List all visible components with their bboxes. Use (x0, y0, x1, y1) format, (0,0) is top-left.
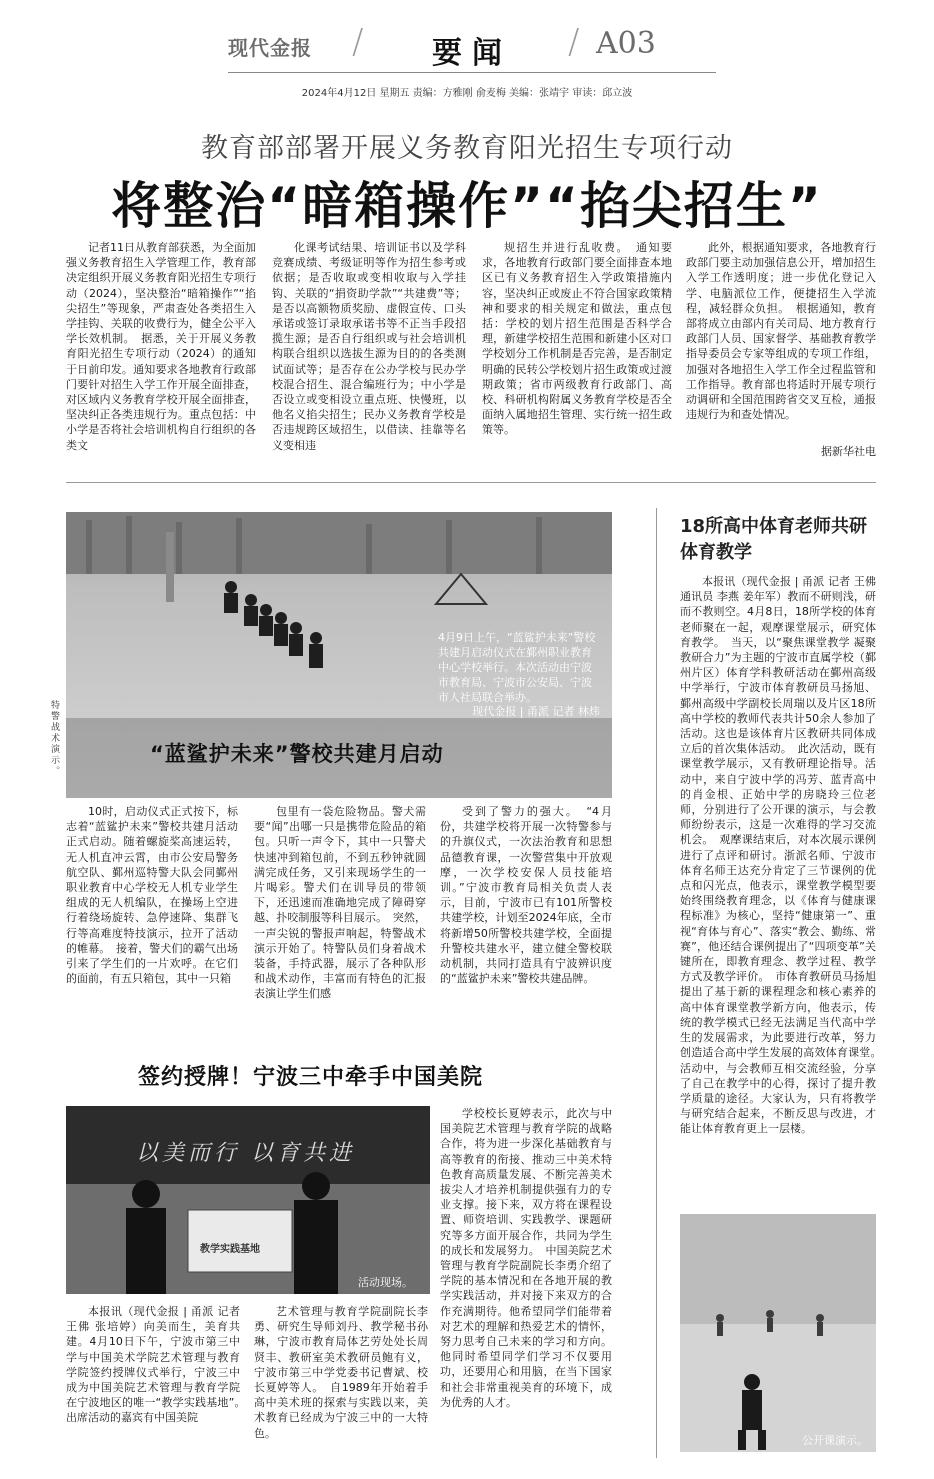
lead-col3-text: 规招生并进行乱收费。 通知要求，各地教育行政部门要全面排查本地区已有义务教育招生入学政策措施内容，坚决纠正或废止不符合国家政策精神和要求的相关规定和做法，重点包括：学校的划片招生范围是否科学合理，新建学校招生范围和新建小区对口学校划分工作机制是否完善，是否制定明确的民转公学校划片招生政策或过渡期政策；省市两级教育行政部门、高校、科研机构附属义务教育学校是否全面纳入属地招生管理、实行统一招生政策等。 (482, 241, 672, 437)
police-side-note: 特警战术演示。 (49, 700, 59, 777)
sidebar-divider (656, 508, 657, 1458)
lead-col1-text: 记者11日从教育部获悉，为全面加强义务教育招生入学管理工作，教育部决定组织开展义务教育阳光招生专项行动（2024），坚决整治“暗箱操作”“掐尖招生”等现象，严肃查处各类招生入学挂钩、关联的收费行为，健全公平入学长效机制。 据悉，关于开展义务教育阳光招生专项行动（2024）的通知于日前印发。通知要求各地教育行政部门要针对招生入学工作开展全面排查，对区域内义务教育学校开展全面排查，坚决纠正各类违规行为。重点包括：中小学是否将社会培训机构自行组织的各类文 (66, 241, 256, 452)
masthead-divider: / (568, 22, 580, 62)
sports-photo-image (680, 1214, 876, 1452)
arts-col3-text: 学校校长夏婷表示，此次与中国美院艺术管理与教育学院的战略合作，将为进一步深化基础教育与高等教育的衔接、推动三中美术特色教育高质量发展、不断完善美术拔尖人才培养机制提供强有力的专业支撑。接下来，双方将在课程设置、师资培训、实践教学、课题研究等多方面开展合作，共同为学生的成长和发展努力。 中国美院艺术管理与教育学院副院长李勇介绍了学院的基本情况和在各地开展的教学实践活动，并对接下来双方的合作充满期待。他希望同学们能带着对艺术的理解和热爱艺术的情怀，努力思考自己未来的学习和方向。他同时希望同学们学习不仅要用功，还要用心和用脑，在当下国家和社会非常重视美育的环境下，成为优秀的人才。 (440, 1107, 612, 1409)
police-col3-text: 受到了警力的强大。 “4月份，共建学校将开展一次特警参与的升旗仪式，一次法治教育和思想品德教育课，一次警营集中开放观摩，一次学校安保人员技能培训。”宁波市教育局相关负责人表示，目前，宁波市已有101所警校共建学校，计划至2024年底，全市将新增50所警校共建学校，全面提升警校共建水平，建立健全警校联动机制，共同打造具有宁波辨识度的“蓝鲨护未来”警校共建品牌。 (440, 805, 612, 986)
arts-photo-image (66, 1106, 430, 1294)
page-number: A03 (596, 26, 656, 61)
police-column-2 (254, 804, 426, 1010)
police-col2-text: 包里有一袋危险物品。警犬需要“闻”出哪一只是携带危险品的箱包。只听一声令下，其中一只警犬快速冲到箱包前，不到五秒钟就圆满完成任务，又引来现场学生的一片喝彩。警犬们在训导员的带领下，还迅速而准确地完成了障碍穿越、扑咬制服等科目展示。 突然，一声尖锐的警报声响起，特警战术演示开始了。特警队员们身着战术装备，手持武器，展示了各种队形和战术动作，丰富而有特色的汇报表演让学生们感 (254, 805, 426, 1001)
lead-column-1 (66, 240, 256, 460)
sports-story-body (680, 574, 887, 1204)
arts-banner-text: 以美而行 以育共进 (136, 1141, 355, 1166)
lead-col4-text: 此外，根据通知要求，各地教育行政部门要主动加强信息公开，增加招生入学工作透明度；进一步优化登记入学、电脑派位工作，便捷招生入学流程，减轻群众负担。 根据通知，教育部将成立由部内有关司局、地方教育行政部门人员、国家督学、基础教育教学指导委员会专家等组成的专项工作组，加强对各地招生入学工作全过程监管和工作指导。教育部也将适时开展专项行动调研和全国范围跨省交叉互检，通报违规行为和查处情况。 (686, 241, 876, 422)
police-story-title: “蓝鲨护未来”警校共建月启动 (150, 742, 444, 766)
lead-headline: 将整治“暗箱操作”“掐尖招生” (111, 177, 823, 235)
police-photo (66, 512, 612, 798)
lead-column-2 (272, 240, 466, 460)
lead-signature: 据新华社电 (821, 445, 876, 458)
arts-col2-text: 艺术管理与教育学院副院长李勇、研究生导师刘丹、教学秘书孙琳，宁波市教育局体艺劳处处长周贤丰、教研室美术教研员鲍有义，宁波市第三中学党委书记曹斌、校长夏婷等人。 自1989年开始着手高中美术班的探索与实践以来，美术教育已经成为宁波三中的一大特色。 (254, 1305, 428, 1440)
police-photo-caption: 4月9日上午，“蓝鲨护未来”警校共建月启动仪式在鄞州职业教育中心学校举行。本次活动由宁波市教育局、宁波市公安局、宁波市人社局联合举办。 (438, 631, 596, 704)
masthead-divider: / (352, 22, 364, 62)
section-name: 要闻 (432, 36, 512, 71)
arts-photo (66, 1106, 430, 1294)
arts-story-title: 签约授牌！宁波三中牵手中国美院 (138, 1065, 484, 1090)
lead-kicker: 教育部部署开展义务教育阳光招生专项行动 (201, 133, 733, 164)
lead-col2-text: 化课考试结果、培训证书以及学科竞赛成绩、考级证明等作为招生参考或依据；是否收取或变相收取与入学挂钩、关联的“捐资助学款”“共建费”等；是否以高额物质奖励、虚假宣传、口头承诺或签订录取承诺书等不正当手段招揽生源；是否自行组织或与社会培训机构联合组织以选拔生源为目的的各类测试面试等；是否存在公办学校与民办学校混合招生、混合编班行为；中小学是否设立或变相设立重点班、快慢班，以他名义掐尖招生；民办义务教育学校是否违规跨区域招生，以借读、挂靠等名义变相违 (272, 241, 466, 452)
arts-col1-text: 本报讯（现代金报 | 甬派 记者 王佛 张培婷）向美而生，美育共建。4月10日下午，宁波市第三中学与中国美术学院艺术管理与教育学院签约授牌仪式举行，宁波三中成为中国美院艺术管理与教育学院在宁波地区的唯一“教学实践基地”。 出席活动的嘉宾有中国美院 (66, 1305, 251, 1425)
police-column-1 (66, 804, 238, 1010)
police-column-3 (440, 804, 612, 1010)
masthead (0, 0, 934, 100)
arts-column-3 (440, 1106, 612, 1448)
arts-photo-caption: 活动现场。 (358, 1276, 413, 1289)
sports-text: 本报讯（现代金报 | 甬派 记者 王佛 通讯员 李燕 姜年军）教而不研则浅，研而不教则空。4月8日，18所学校的体育老师聚在一起，观摩课堂展示，研究体育教学。 当天，以“聚焦课堂教学 凝聚教研合力”为主题的宁波市直属学校（鄞州片区）体育学科教研活动在鄞州高级中学举行，宁波市体育教研员马扬旭、鄞州高级中学副校长周瑞以及片区18所高中学校的教师代表共计50余人参加了活动。这也是该体育片区教研共同体成立后的首次集体活动。 此次活动，既有课堂教学展示，又有教研理论指导。活动中，来自宁波中学的冯芳、蓝青高中的肖金根、正始中学的房晓玲三位老师，分别进行了公开课的演示，与会教师纷纷表示，这是一次难得的学习交流机会。 观摩课结束后，对本次展示课例进行了点评和研讨。浙派名师、宁波市体育名师王达充分肯定了三节课例的优点和闪光点，他表示，课堂教学模型要始终围绕教育理念，以《体育与健康课程标准》为核心，坚持“健康第一”、重视“育体与育心”、落实“教会、勤练、常赛”，他还结合课例提出了“四项变革”关键所在，即教育理念、教学过程、教学方式及教学评价。 市体育教研员马扬旭提出了基于新的课程理念和核心素养的高中体育课堂教学新方向，他表示，传统的教学模式已经无法满足当代高中学生的发展需求，为此要进行改革，努力创造适合高中学生发展的高效体育课堂。 活动中，与会教师互相交流经验，分享了自己在教学中的心得，探讨了提升教学质量的途径。大家认为，只有将教学与研究结合起来，不断反思与改进，才能让体育教育更上一层楼。 (680, 575, 887, 1136)
section-divider (66, 482, 876, 483)
arts-column-1 (66, 1304, 251, 1464)
arts-column-2 (254, 1304, 428, 1464)
police-col1-text: 10时，启动仪式正式按下，标志着“蓝鲨护未来”警校共建月活动正式启动。随着螺旋桨高速运转，无人机直冲云霄，由市公安局警务航空队、鄞州巡特警大队会同鄞州职业教育中心学校无人机专业学生组成的无人机编队，在操场上空进行着绕场旋转、急停速降、集群飞行等高难度特技演示，拉开了活动的帷幕。 接着，警犬们的霸气出场引来了学生们的一片欢呼。在它们的面前，有五只箱包，其中一只箱 (66, 805, 238, 986)
lead-column-3 (482, 240, 672, 460)
paper-name: 现代金报 (228, 36, 312, 60)
arts-plaque-text: 教学实践基地 (200, 1244, 260, 1255)
sports-story-title: 18所高中体育老师共研体育教学 (680, 516, 868, 563)
sports-photo-caption: 公开课演示。 (802, 1434, 868, 1447)
police-photo-credit: 现代金报 | 甬派 记者 林炜 (472, 705, 600, 718)
lead-column-4 (686, 240, 876, 440)
masthead-rule (228, 72, 716, 73)
sports-photo (680, 1214, 876, 1452)
issue-meta: 2024年4月12日 星期五 责编：方雅刚 俞麦梅 美编：张靖宇 审读：邱立波 (301, 88, 633, 99)
